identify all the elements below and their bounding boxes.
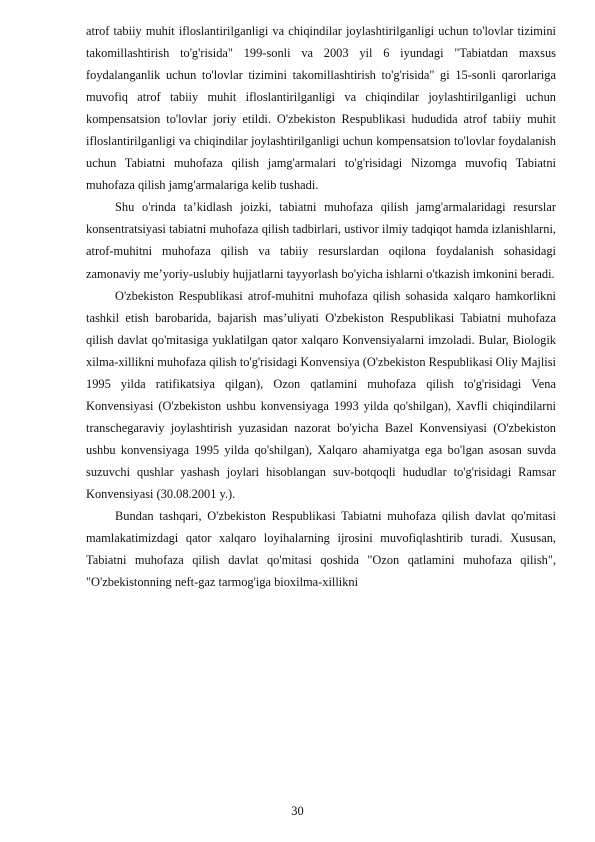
document-page [86, 20, 556, 593]
paragraph-international-projects: Bundan tashqari, O'zbekiston Respublikasi Tabiatni muhofaza qilish davlat qo'mitasi mamlakatimizdagi qator xalqaro loyihalarning ijrosini muvofiqlashtirib turadi. Xususan, Tabiatni muhofaza qilish davlat qo'mitasi qoshida "Ozon qatlamini muhofaza qilish", "O'zbekistonning neft-gaz tarmog'iga bioxilma-xillikni [86, 509, 556, 590]
page-number: 30 [291, 804, 304, 818]
paragraph-continuation: atrof tabiiy muhit ifloslantirilganligi va chiqindilar joylashtirilganligi uchun to'lovlar tizimini takomillashtirish to'g'risida" 199-sonli va 2003 yil 6 iyundagi "Tabiatdan maxsus foydalanganlik uchun to'lovlar tizimini takomillashtirish to'g'risida" gi 15-sonli qarorlariga muvofiq atrof tabiiy muhit ifloslantirilganligi va chiqindilar joylashtirilganligi uchun kompensatsion to'lovlar joriy etildi. O'zbekiston Respublikasi hududida atrof tabiiy muhit ifloslantirilganligi va chiqindilar joylashtirilganligi uchun kompensatsion to'lovlar foydalanish uchun Tabiatni muhofaza qilish jamg'armalari to'g'risidagi Nizomga muvofiq Tabiatni muhofaza qilish jamg'armalariga kelib tushadi. [86, 24, 556, 193]
paragraph-fund-resources: Shu o'rinda ta’kidlash joizki, tabiatni muhofaza qilish jamg'armalaridagi resurslar konsentratsiyasi tabiatni muhofaza qilish tadbirlari, ustivor ilmiy tadqiqot hamda izlanishlarni, atrof-muhitni muhofaza qilish va tabiiy resurslardan oqilona foydalanish sohasidagi zamonaviy me’yoriy-uslubiy hujjatlarni tayyorlash bo'yicha ishlarni o'tkazish imkonini beradi. [86, 200, 556, 281]
paragraph-international-conventions: O'zbekiston Respublikasi atrof-muhitni muhofaza qilish sohasida xalqaro hamkorlikni tashkil etish barobarida, bajarish mas’uliyati O'zbekiston Respublikasi Tabiatni muhofaza qilish davlat qo'mitasiga yuklatilgan qator xalqaro Konvensiyalarni imzoladi. Bular, Biologik xilma-xillikni muhofaza qilish to'g'risidagi Konvensiya (O'zbekiston Respublikasi Oliy Majlisi 1995 yilda ratifikatsiya qilgan), Ozon qatlamini muhofaza qilish to'g'risidagi Vena Konvensiyasi (O'zbekiston ushbu konvensiyaga 1993 yilda qo'shilgan), Xavfli chiqindilarni transchegaraviy joylashtirish yuzasidan nazorat bo'yicha Bazel Konvensiyasi (O'zbekiston ushbu konvensiyaga 1995 yilda qo'shilgan), Xalqaro ahamiyatga ega bo'lgan asosan suvda suzuvchi qushlar yashash joylari hisoblangan suv-botqoqli hududlar to'g'risidagi Ramsar Konvensiyasi (30.08.2001 y.). [86, 288, 556, 501]
